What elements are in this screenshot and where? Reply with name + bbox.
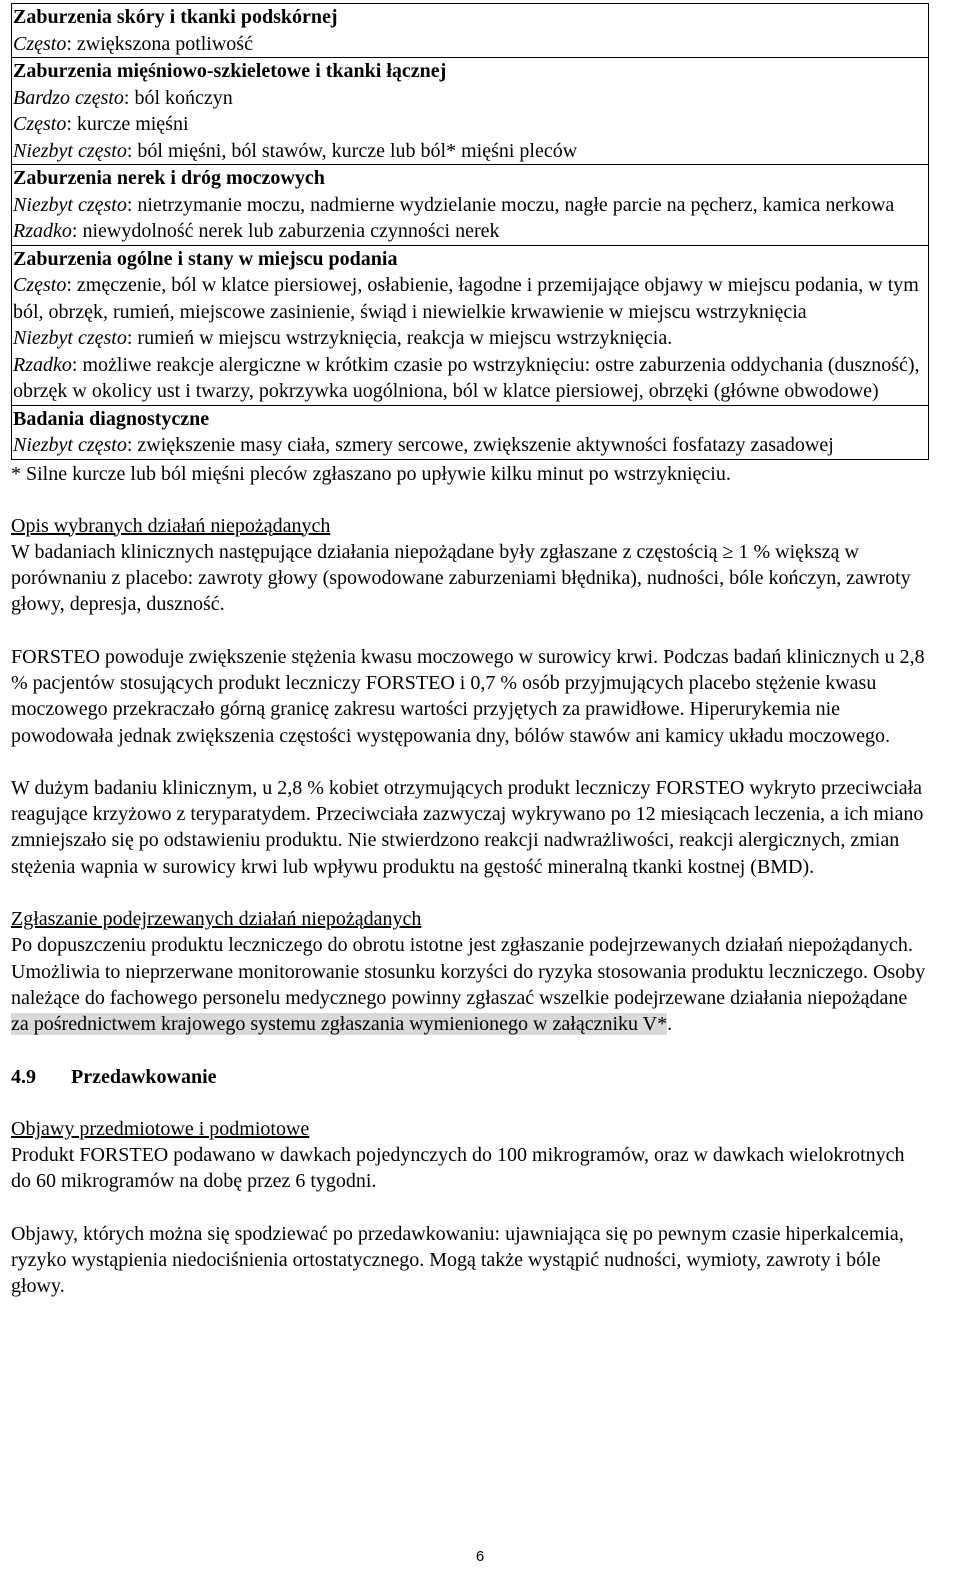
- overdose-paragraph-2: Objawy, których można się spodziewać po przedawkowaniu: ujawniająca się po pewnym czasie hiperkalcemia, ryzyko wystąpienia niedociśnienia ortostatycznego. Mogą także wystąpić nudności, wymioty, zawroty i bóle głowy.: [11, 1222, 904, 1298]
- adverse-reactions-table: [11, 3, 929, 460]
- overdose-paragraph-1: Produkt FORSTEO podawano w dawkach pojedynczych do 100 mikrogramów, oraz w dawkach wielokrotnych do 60 mikrogramów na dobę przez 6 tygodni.: [11, 1144, 905, 1193]
- selected-paragraph-3: W dużym badaniu klinicznym, u 2,8 % kobiet otrzymujących produkt leczniczy FORSTEO wykryto przeciwciała reagujące krzyżowo z teryparatydem. Przeciwciała zazwyczaj wykrywano po 12 miesiącach leczenia, a ich miano zmniejszało się po odstawieniu produktu. Nie stwierdzono reakcji nadwrażliwości, reakcji alergicznych, zmian stężenia wapnia w surowicy krwi lub wpływu produktu na gęstość mineralną tkanki kostnej (BMD).: [11, 776, 924, 878]
- frequency-label: Niezbyt często: [13, 434, 127, 456]
- reaction-text: : zwiększona potliwość: [66, 32, 253, 55]
- table-section-investigations: [12, 405, 929, 459]
- section-number: 4.9: [11, 1065, 36, 1088]
- selected-paragraph-2: FORSTEO powoduje zwiększenie stężenia kwasu moczowego w surowicy krwi. Podczas badań klinicznych u 2,8 % pacjentów stosujących produkt leczniczy FORSTEO i 0,7 % osób przyjmujących placebo stężenie kwasu moczowego przekraczało górną granicę zakresu wartości przyjętych za prawidłowe. Hiperurykemia nie powodowała jednak zwiększenia częstości występowania dny, bólów stawów ani kamicy układu moczowego.: [11, 645, 925, 747]
- table-footnote: * Silne kurcze lub ból mięśni pleców zgłaszano po upływie kilku minut po wstrzyknięciu.: [11, 462, 731, 485]
- table-row: [13, 218, 928, 245]
- frequency-label: Często: [13, 113, 67, 135]
- document-page: [11, 3, 929, 1300]
- reporting-paragraph: Po dopuszczeniu produktu leczniczego do obrotu istotne jest zgłaszanie podejrzewanych działań niepożądanych. Umożliwia to nieprzerwane monitorowanie stosunku korzyści do ryzyka stosowania produktu leczniczego. Osoby należące do fachowego personelu medycznego powinny zgłaszać wszelkie podejrzewane działania niepożądane za pośrednictwem krajowego systemu zgłaszania wymienionego w załączniku V*.: [11, 934, 926, 1036]
- frequency-label: Bardzo często: [13, 86, 124, 109]
- frequency-label: Niezbyt często: [13, 139, 127, 162]
- section-title: Zaburzenia mięśniowo-szkieletowe i tkanki łącznej: [13, 60, 447, 82]
- reaction-text: : zmęczenie, ból w klatce piersiowej, osłabienie, łagodne i przemijające objawy w miejscu podania, w tym ból, obrzęk, rumień, miejscowe zasinienie, świąd i niewielkie krwawienie w miejscu wstrzyknięcia: [13, 274, 919, 323]
- table-row: [13, 111, 928, 138]
- highlighted-text: za pośrednictwem krajowego systemu zgłaszania wymienionego w załączniku V*: [11, 1013, 668, 1036]
- section-title: Przedawkowanie: [71, 1065, 217, 1088]
- table-row: [13, 432, 928, 459]
- table-row: [13, 85, 928, 112]
- table-row: [13, 272, 928, 325]
- reaction-text: : nietrzymanie moczu, nadmierne wydzielanie moczu, nagłe parcie na pęcherz, kamica nerkowa: [126, 193, 895, 216]
- table-row: [13, 138, 928, 165]
- section-title: Badania diagnostyczne: [13, 407, 210, 430]
- table-section-renal: [12, 165, 929, 246]
- frequency-label: Rzadko: [13, 353, 72, 376]
- overdose-subheading: Objawy przedmiotowe i podmiotowe: [11, 1117, 310, 1140]
- section-title: Zaburzenia nerek i dróg moczowych: [13, 167, 325, 189]
- reporting-heading: Zgłaszanie podejrzewanych działań niepożądanych: [11, 908, 422, 931]
- frequency-label: Niezbyt często: [13, 327, 127, 349]
- reaction-text: : kurcze mięśni: [66, 113, 189, 135]
- frequency-label: Niezbyt często: [13, 193, 127, 216]
- reaction-text: : zwiększenie masy ciała, szmery sercowe, zwiększenie aktywności fosfatazy zasadowej: [126, 434, 834, 456]
- reaction-text: : ból mięśni, ból stawów, kurcze lub ból* mięśni pleców: [126, 139, 578, 162]
- selected-reactions-heading: Opis wybranych działań niepożądanych: [11, 514, 331, 537]
- reaction-text: : możliwe reakcje alergiczne w krótkim czasie po wstrzyknięciu: ostre zaburzenia oddychania (duszność), obrzęk w okolicy ust i twarzy, pokrzywka uogólniona, ból w klatce piersiowej, obrzęki (główne obwodowe): [13, 353, 920, 402]
- table-section-skin: [12, 4, 929, 58]
- table-row: [13, 192, 928, 219]
- table-section-musculoskeletal: [12, 58, 929, 165]
- section-heading-4-9: [11, 1064, 929, 1090]
- frequency-label: Często: [13, 274, 67, 296]
- frequency-label: Często: [13, 32, 67, 55]
- table-row: [13, 31, 928, 58]
- table-row: [13, 352, 928, 405]
- table-section-general: [12, 245, 929, 405]
- frequency-label: Rzadko: [13, 220, 72, 242]
- selected-paragraph-1: W badaniach klinicznych następujące działania niepożądane były zgłaszane z częstością ≥ 1 % większą w porównaniu z placebo: zawroty głowy (spowodowane zaburzeniami błędnika), nudności, bóle kończyn, zawroty głowy, depresja, duszność.: [11, 540, 911, 616]
- table-row: [13, 325, 928, 352]
- reaction-text: : rumień w miejscu wstrzyknięcia, reakcja w miejscu wstrzyknięcia.: [126, 327, 673, 349]
- page-number: 6: [475, 1548, 485, 1565]
- reaction-text: : niewydolność nerek lub zaburzenia czynności nerek: [71, 220, 500, 242]
- section-title: Zaburzenia ogólne i stany w miejscu podania: [13, 247, 398, 270]
- reaction-text: : ból kończyn: [123, 86, 233, 109]
- section-title: Zaburzenia skóry i tkanki podskórnej: [13, 6, 338, 28]
